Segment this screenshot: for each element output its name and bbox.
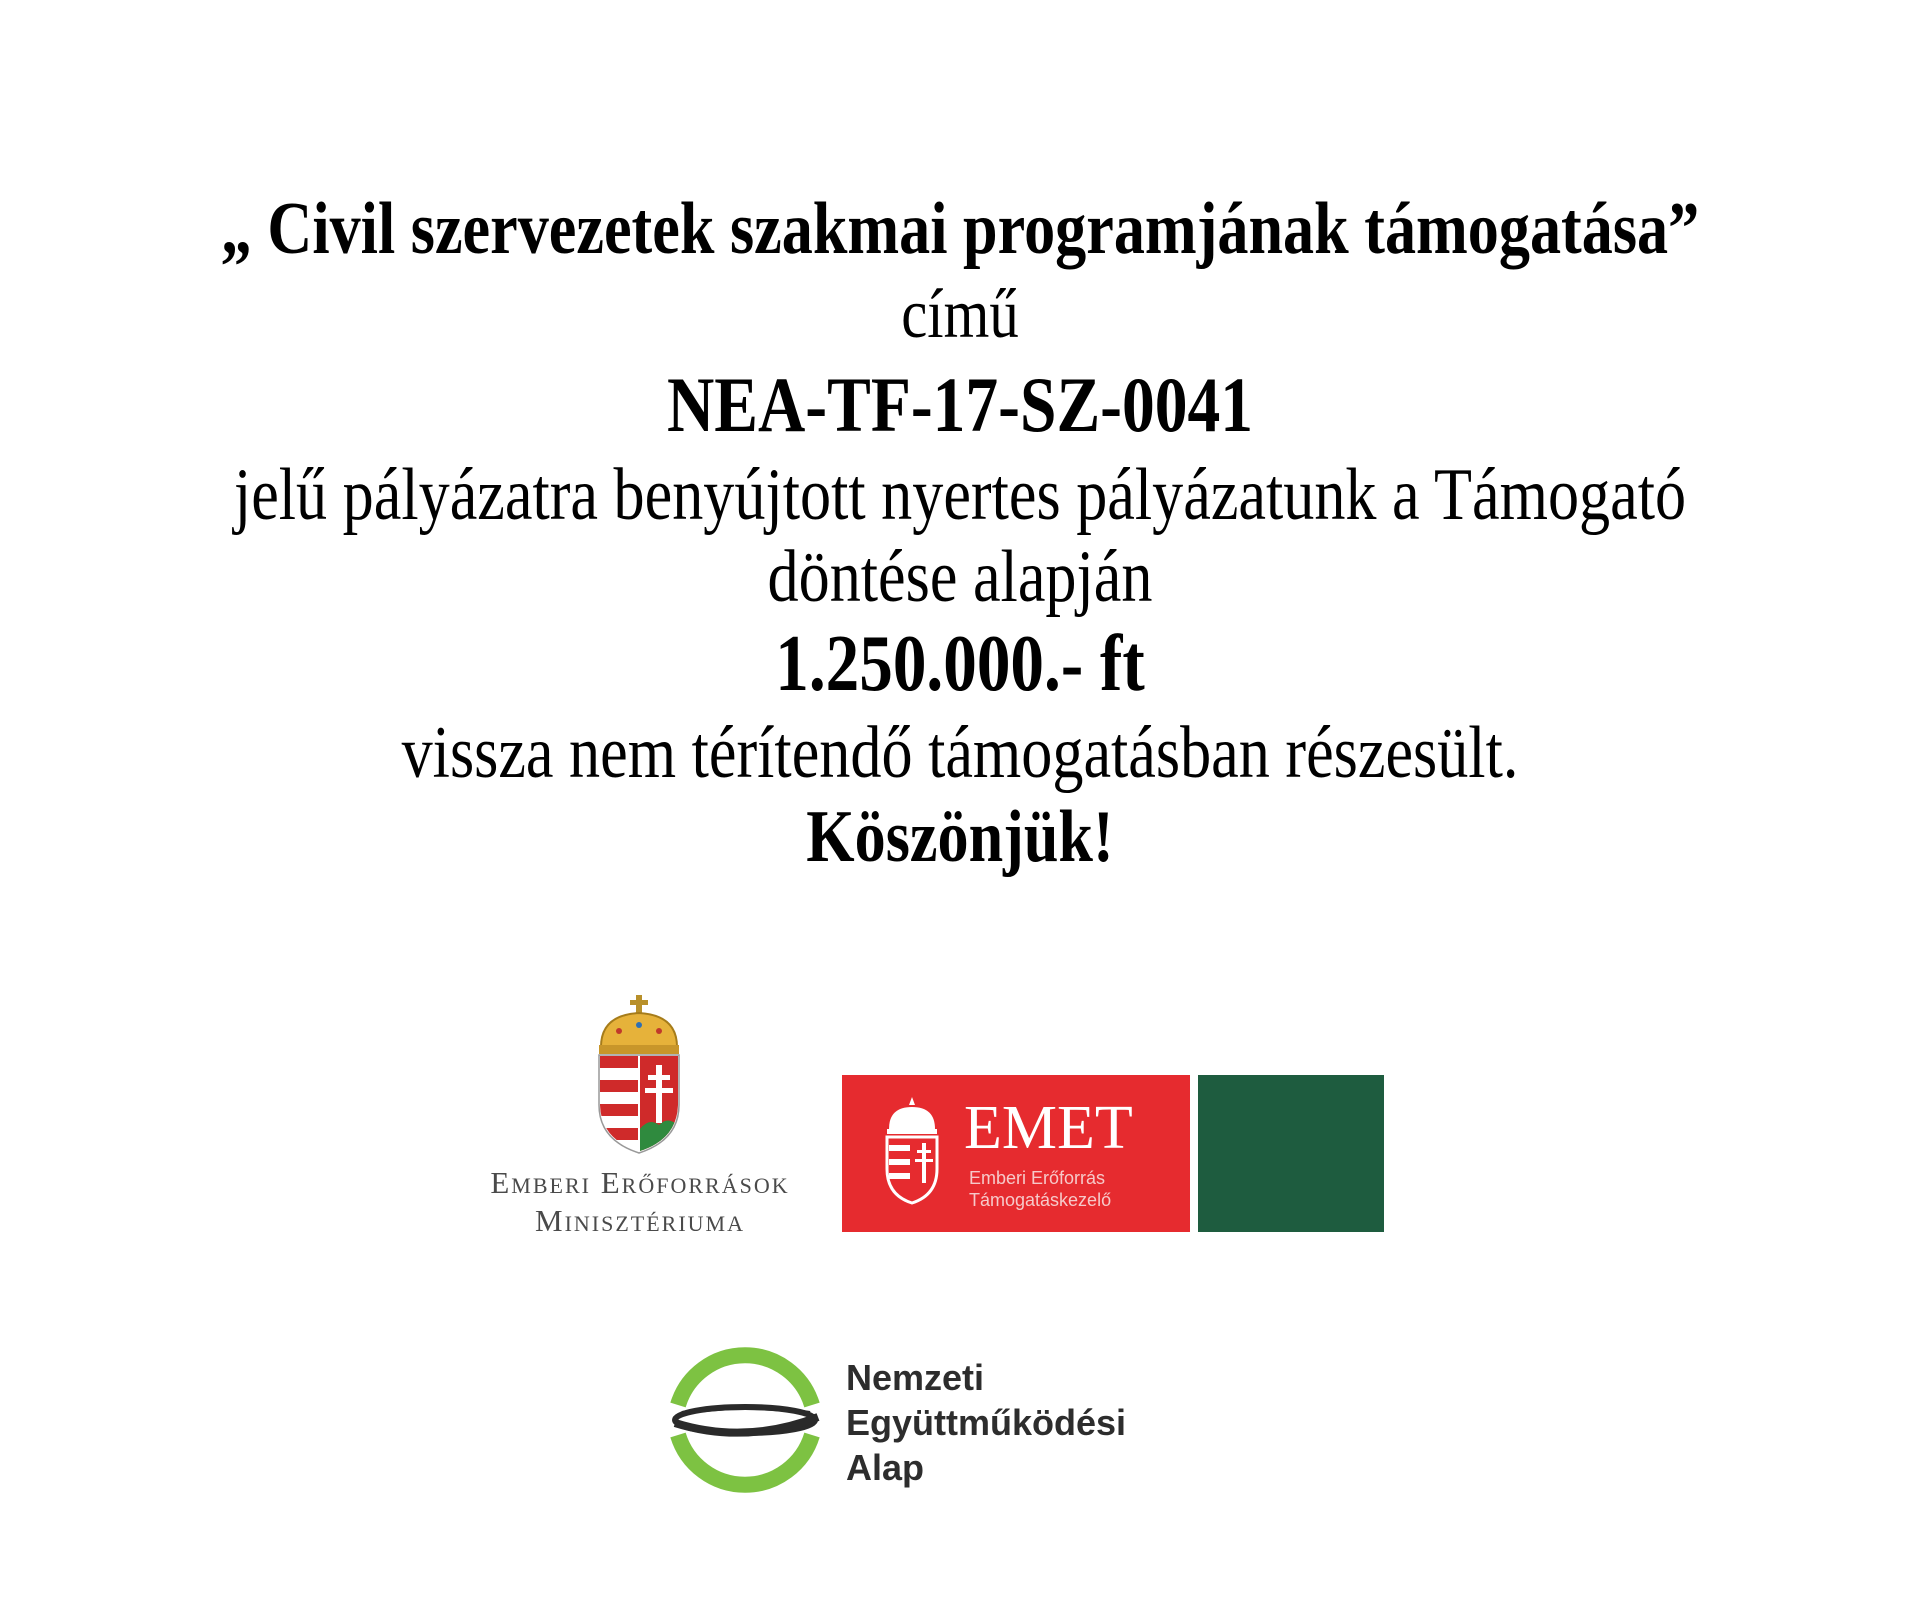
thanks-text: Köszönjük! [806, 796, 1114, 878]
grant-amount: 1.250.000.- ft [775, 620, 1145, 708]
body-line-2: döntése alapján [767, 536, 1153, 618]
emet-subtitle-1: Emberi Erőforrás [969, 1168, 1106, 1188]
emet-green-panel [1198, 1075, 1384, 1232]
nea-name-line-1: Nemzeti [846, 1357, 985, 1398]
nea-logo [660, 1335, 1200, 1510]
application-id: NEA-TF-17-SZ-0041 [666, 361, 1254, 448]
program-title: „ Civil szervezetek szakmai programjának támogatása” [220, 188, 1700, 270]
emmi-name-line-1: Emberi Erőforrások [490, 1165, 790, 1200]
nea-name-line-3: Alap [846, 1447, 925, 1488]
nea-ring-icon [660, 1335, 830, 1505]
emet-subtitle-2: Támogatáskezelő [969, 1190, 1112, 1210]
emet-coat-of-arms-icon [881, 1095, 943, 1205]
emet-red-panel [842, 1075, 1190, 1232]
emet-logo [842, 1075, 1384, 1232]
body-line-1: jelű pályázatra benyújtott nyertes pályázatunk a Támogató [233, 454, 1687, 536]
nea-name-line-2: Együttműködési [846, 1402, 1127, 1443]
hungarian-coat-of-arms-icon [589, 995, 689, 1155]
emmi-name-line-2: Minisztériuma [535, 1203, 745, 1238]
emmi-logo [440, 995, 840, 1238]
emet-title: EMET [964, 1094, 1133, 1162]
cimu-label: című [901, 276, 1019, 353]
body-line-3: vissza nem térítendő támogatásban részesült. [401, 712, 1519, 794]
